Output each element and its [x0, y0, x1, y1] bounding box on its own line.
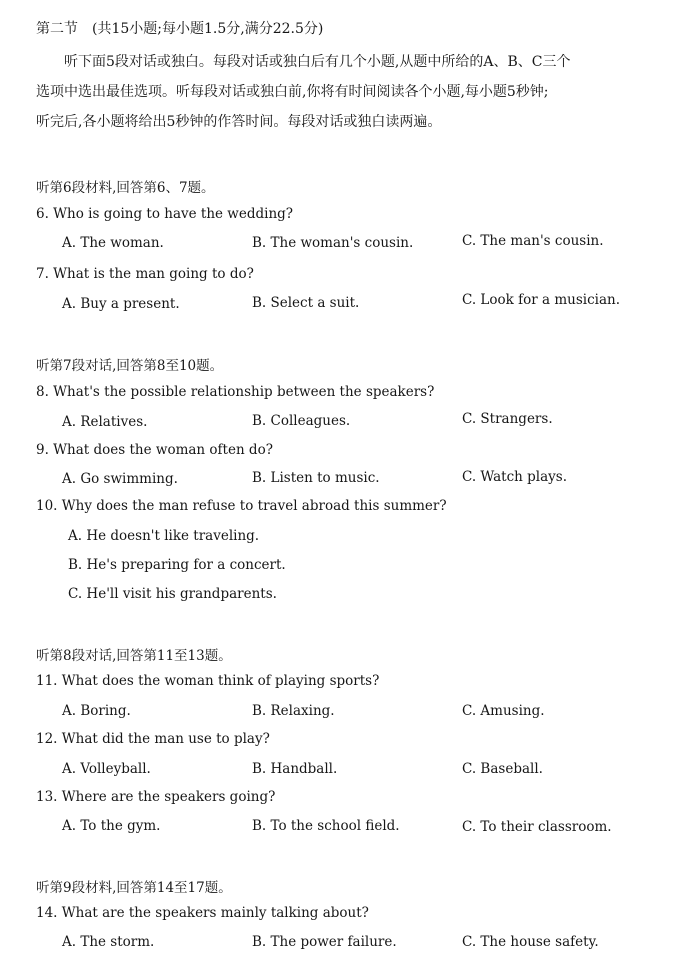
question-stem: 8. What's the possible relationship between the speakers?	[36, 384, 435, 400]
option-c: C. Watch plays.	[462, 469, 568, 485]
option-a: A. The woman.	[62, 235, 164, 251]
question-stem: 6. Who is going to have the wedding?	[36, 206, 294, 222]
option-c: C. Amusing.	[462, 703, 545, 719]
option-b: B. The power failure.	[252, 934, 397, 950]
option-b: B. The woman's cousin.	[252, 235, 414, 251]
option-a: A. Buy a present.	[62, 296, 180, 312]
option-b: B. He's preparing for a concert.	[68, 557, 286, 573]
option-c: C. The man's cousin.	[462, 233, 604, 249]
instructions-line-2: 选项中选出最佳选项。听每段对话或独白前,你将有时间阅读各个小题,每小题5秒钟;	[36, 84, 549, 100]
group-heading: 听第8段对话,回答第11至13题。	[36, 648, 232, 664]
option-c: C. Strangers.	[462, 411, 553, 427]
instructions-line-3: 听完后,各小题将给出5秒钟的作答时间。每段对话或独白读两遍。	[36, 114, 442, 130]
option-b: B. Select a suit.	[252, 295, 360, 311]
group-heading: 听第9段材料,回答第14至17题。	[36, 880, 232, 896]
option-c: C. To their classroom.	[462, 819, 612, 835]
question-stem: 10. Why does the man refuse to travel abroad this summer?	[36, 498, 447, 514]
instructions-line-1: 听下面5段对话或独白。每段对话或独白后有几个小题,从题中所给的A、B、C三个	[64, 54, 571, 70]
option-b: B. Handball.	[252, 761, 338, 777]
option-b: B. To the school field.	[252, 818, 400, 834]
question-stem: 9. What does the woman often do?	[36, 442, 273, 458]
question-stem: 11. What does the woman think of playing sports?	[36, 673, 380, 689]
option-c: C. The house safety.	[462, 934, 599, 950]
question-stem: 13. Where are the speakers going?	[36, 789, 276, 805]
option-c: C. Look for a musician.	[462, 292, 620, 308]
option-b: B. Relaxing.	[252, 703, 335, 719]
option-a: A. Volleyball.	[62, 761, 151, 777]
option-a: A. The storm.	[62, 934, 155, 950]
group-heading: 听第7段对话,回答第8至10题。	[36, 358, 224, 374]
option-a: A. Boring.	[62, 703, 131, 719]
section-title: 第二节 (共15小题;每小题1.5分,满分22.5分)	[36, 21, 324, 37]
option-c: C. Baseball.	[462, 761, 543, 777]
question-stem: 14. What are the speakers mainly talking about?	[36, 905, 369, 921]
option-a: A. He doesn't like traveling.	[68, 528, 260, 544]
question-stem: 7. What is the man going to do?	[36, 266, 254, 282]
question-stem: 12. What did the man use to play?	[36, 731, 270, 747]
option-a: A. Relatives.	[62, 414, 148, 430]
option-c: C. He'll visit his grandparents.	[68, 586, 277, 602]
option-b: B. Colleagues.	[252, 413, 351, 429]
group-heading: 听第6段材料,回答第6、7题。	[36, 180, 215, 196]
option-b: B. Listen to music.	[252, 470, 380, 486]
option-a: A. Go swimming.	[62, 471, 178, 487]
option-a: A. To the gym.	[62, 818, 161, 834]
